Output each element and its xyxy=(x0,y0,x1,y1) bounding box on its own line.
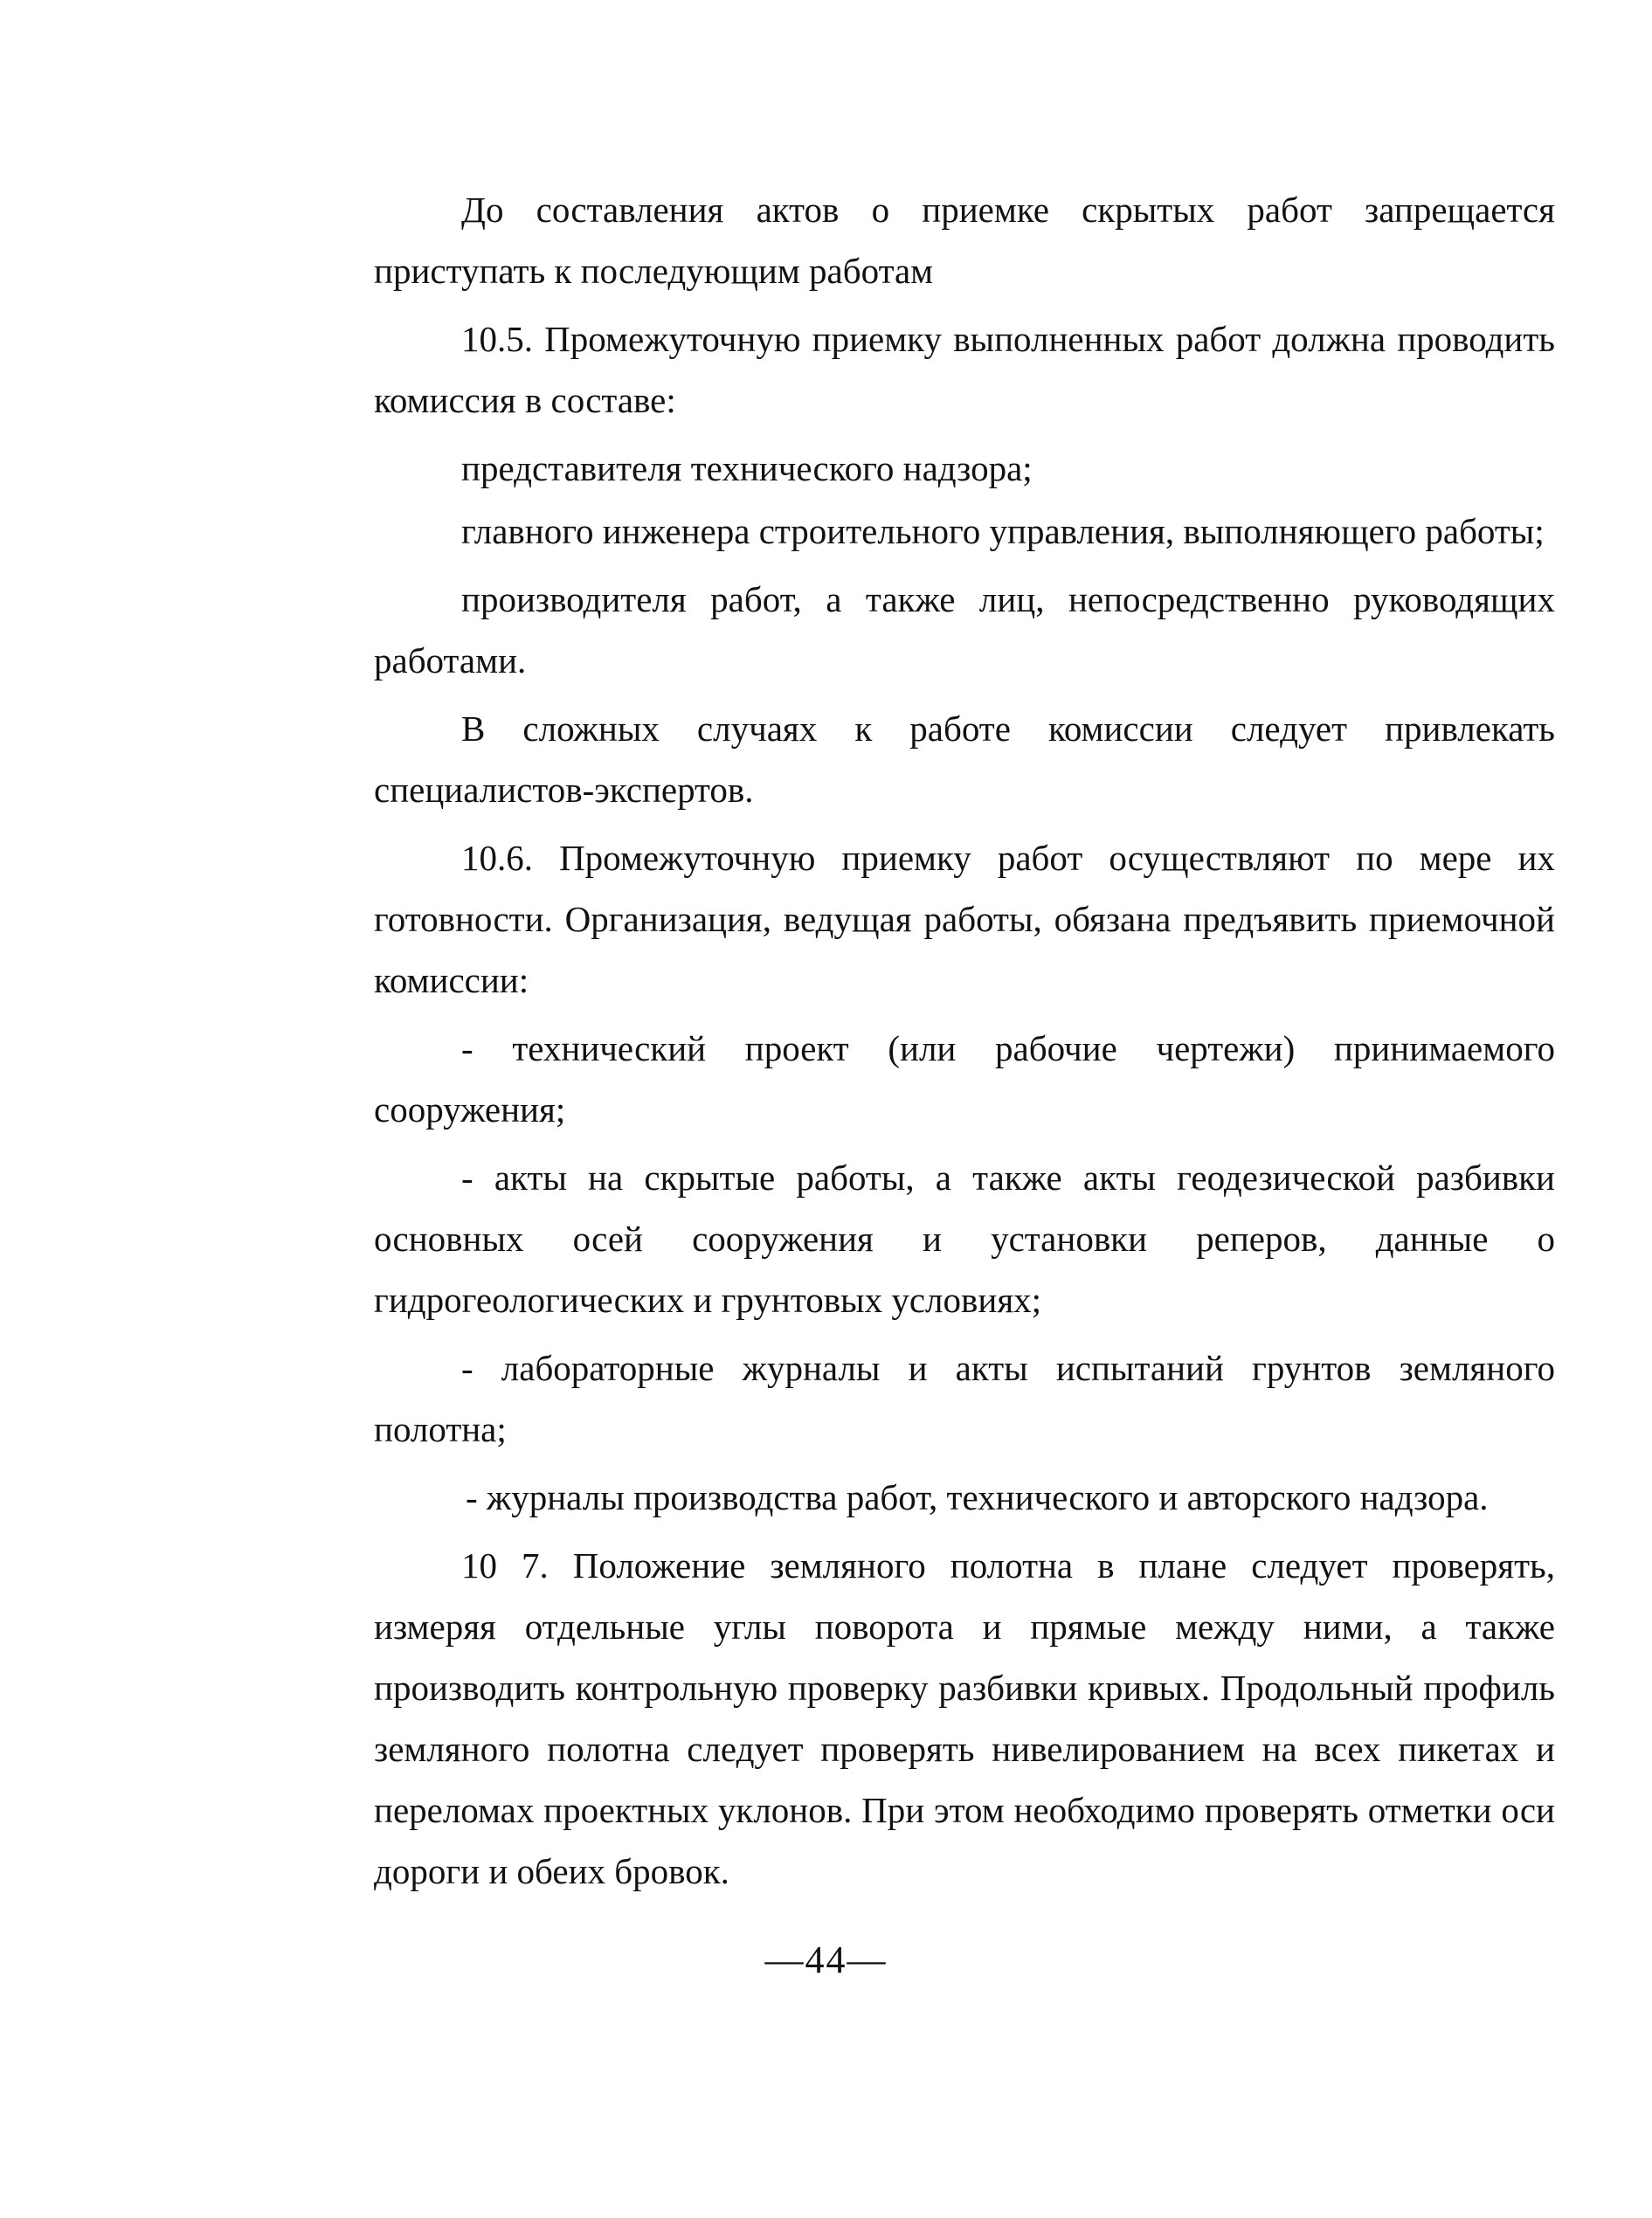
paragraph-hidden-works: До составления актов о приемке скрытых работ запрещается приступать к последующим работам xyxy=(374,190,1555,291)
commission-member-chief-engineer: главного инженера строительного управления, выполняющего работы; xyxy=(461,511,1545,551)
paragraph-experts: В сложных случаях к работе комиссии следует привлекать специалистов-экспертов. xyxy=(374,708,1555,810)
paragraph-10-7: 10 7. Положение земляного полотна в плане следует проверять, измеряя отдельные углы поворота и прямые между ними, а также производить контрольную проверку разбивки кривых. Продольный профиль земляного полотна следует проверять нивелированием на всех пикетах и переломах проектных уклонов. При этом необходимо проверять отметки оси дороги и обеих бровок. xyxy=(374,1545,1555,1891)
commission-member-tech-supervision: представителя технического надзора; xyxy=(461,448,1033,488)
list-item-hidden-works-acts: - акты на скрытые работы, а также акты геодезической разбивки основных осей сооружения и установки реперов, данные о гидрогеологических и грунтовых условиях; xyxy=(374,1157,1555,1320)
commission-member-works-producer: производителя работ, а также лиц, непосредственно руководящих работами. xyxy=(374,579,1555,681)
list-item-lab-journals: - лабораторные журналы и акты испытаний грунтов земляного полотна; xyxy=(374,1348,1555,1449)
page-number: —44— xyxy=(764,1938,888,1981)
paragraph-10-6: 10.6. Промежуточную приемку работ осуществляют по мере их готовности. Организация, ведущая работы, обязана предъявить приемочной комиссии: xyxy=(374,838,1555,1000)
list-item-work-journals: - журналы производства работ, технического и авторского надзора. xyxy=(466,1477,1489,1517)
body-text xyxy=(374,179,1555,1909)
paragraph-10-5: 10.5. Промежуточную приемку выполненных работ должна проводить комиссия в составе: xyxy=(374,319,1555,420)
list-item-technical-project: - технический проект (или рабочие чертежи) принимаемого сооружения; xyxy=(374,1028,1555,1130)
